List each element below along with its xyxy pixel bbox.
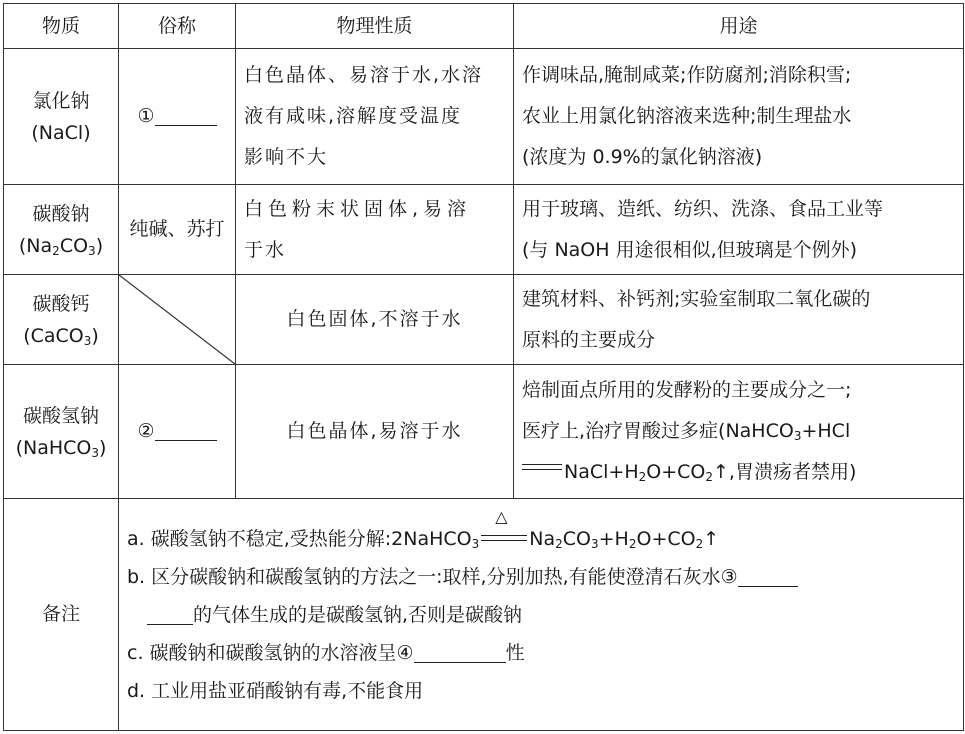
note-a: a. 碳酸氢钠不稳定,受热能分解:2NaHCO$_3$ △ $Na_2CO_3+H_2O+CO_2↑$: [127, 506, 720, 551]
substance-name: 氯化钠: [32, 89, 90, 112]
uses-line: 作调味品,腌制咸菜;作防腐剂;消除积雪;: [522, 64, 852, 86]
common-name-cell: 纯碱、苏打: [119, 185, 236, 275]
uses-line: 原料的主要成分: [522, 328, 656, 351]
substance-cell: [4, 275, 119, 365]
uses-cell: [514, 49, 964, 185]
table-row-caco3: [4, 275, 964, 365]
table-row-nahco3: [4, 365, 964, 499]
common-name-cell: [119, 365, 236, 499]
properties-cell: [236, 185, 514, 275]
blank-3a[interactable]: [738, 566, 798, 587]
uses-line: 焙制面点所用的发酵粉的主要成分之一;: [522, 379, 852, 401]
properties-line: 白色粉末状固体,易溶: [244, 197, 472, 220]
properties-line: 液有咸味,溶解度受温度: [244, 105, 463, 127]
substance-formula: (NaHCO$_3$): [15, 436, 107, 460]
note-b-line2: 的气体生成的是碳酸氢钠,否则是碳酸钠: [127, 596, 963, 634]
blank-marker-1: ①: [137, 105, 155, 127]
substance-name: 碳酸钠: [32, 202, 90, 225]
substance-formula: (NaCl): [31, 121, 91, 144]
heat-equals-sign: △: [481, 527, 527, 549]
uses-line: 用于玻璃、造纸、纺织、洗涤、食品工业等: [522, 197, 884, 220]
blank-2[interactable]: [155, 420, 217, 441]
substance-name: 碳酸钙: [32, 292, 90, 315]
common-name-cell-empty: [119, 275, 236, 365]
uses-line: (浓度为 0.9%的氯化钠溶液): [522, 146, 763, 168]
blank-4[interactable]: [414, 642, 506, 663]
header-row: [4, 4, 964, 49]
table-row-nacl: [4, 49, 964, 185]
uses-cell: [514, 365, 964, 499]
uses-line: 建筑材料、补钙剂;实验室制取二氧化碳的: [522, 287, 871, 310]
header-physical-properties: 物理性质: [236, 4, 514, 49]
note-d: d. 工业用盐亚硝酸钠有毒,不能食用: [127, 679, 424, 702]
blank-marker-2: ②: [137, 420, 155, 442]
notes-label: 备注: [4, 499, 119, 731]
substance-table: [3, 3, 964, 731]
notes-cell: [119, 499, 964, 731]
substance-cell: [4, 49, 119, 185]
substance-formula: (CaCO$_3$): [23, 324, 99, 348]
notes-row: [4, 499, 964, 731]
properties-cell: 白色固体,不溶于水: [236, 275, 514, 365]
table-row-na2co3: [4, 185, 964, 275]
properties-line: 白色晶体、易溶于水,水溶: [244, 64, 484, 86]
properties-cell: [236, 49, 514, 185]
uses-line: 医疗上,治疗胃酸过多症(NaHCO$_3$+HCl: [522, 420, 851, 443]
note-b-line1: b. 区分碳酸钠和碳酸氢钠的方法之一:取样,分别加热,有能使澄清石灰水③: [127, 558, 963, 596]
substance-cell: [4, 365, 119, 499]
equals-sign: [522, 460, 562, 476]
header-substance: 物质: [4, 4, 119, 49]
header-common-name: 俗称: [119, 4, 236, 49]
substance-name: 碳酸氢钠: [22, 404, 99, 427]
uses-line: (与 NaOH 用途很相似,但玻璃是个例外): [522, 238, 858, 261]
header-uses: 用途: [514, 4, 964, 49]
properties-line: 影响不大: [244, 146, 329, 168]
uses-cell: [514, 185, 964, 275]
substance-cell: [4, 185, 119, 275]
properties-line: 于水: [244, 238, 287, 261]
uses-line: $NaCl+H_2O+CO_2↑$,胃溃疡者禁用): [522, 452, 959, 493]
blank-1[interactable]: [155, 105, 217, 126]
uses-cell: [514, 275, 964, 365]
blank-3b[interactable]: [147, 604, 193, 625]
substance-formula: $(Na_2CO_3)$: [18, 234, 104, 258]
diagonal-line: [119, 275, 235, 364]
common-name-cell: [119, 49, 236, 185]
uses-line: 农业上用氯化钠溶液来选种;制生理盐水: [522, 105, 852, 127]
note-c: c. 碳酸钠和碳酸氢钠的水溶液呈④ 性: [127, 641, 525, 664]
properties-cell: 白色晶体,易溶于水: [236, 365, 514, 499]
